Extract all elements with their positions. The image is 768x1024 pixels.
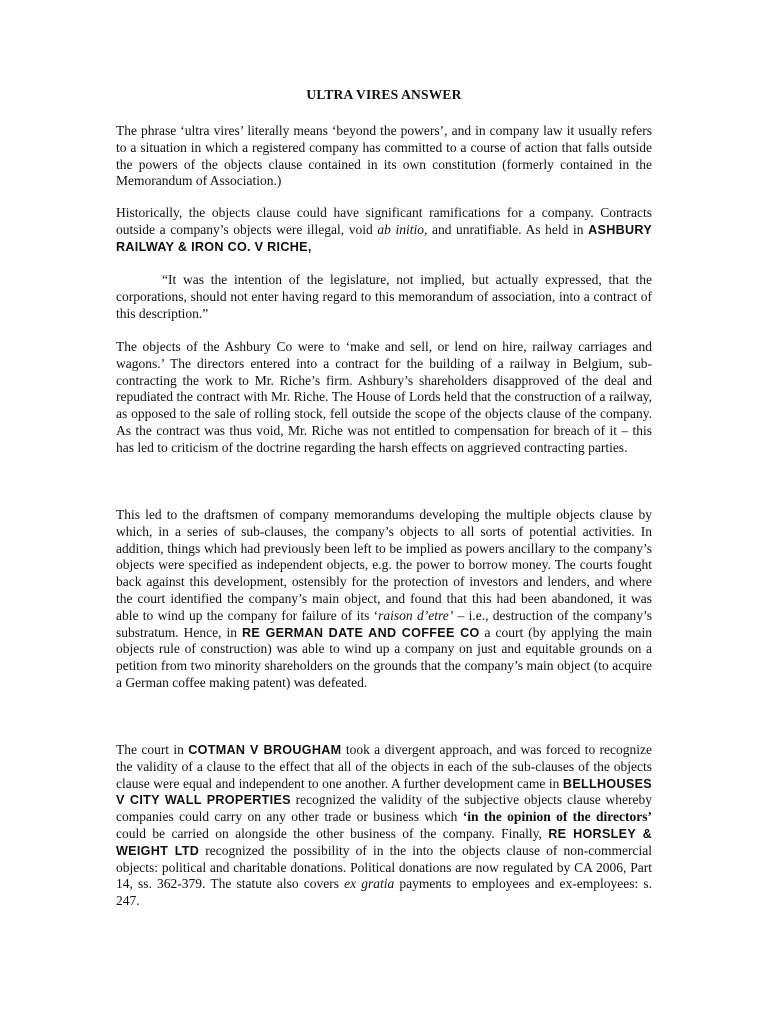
- text-run: This led to the draftsmen of company memorandums developing the multiple objects clause by which, in a series of sub-clauses, the company’s objects to all sorts of potential activities. In addition, things which had previously been left to be implied as powers ancillary to the company’s objects were specified as independent objects, e.g. the power to borrow money. The courts fought back against this development, ostensibly for the protection of investors and lenders, and where the court identified the company’s main object, and found that this had been abandoned, it was able to wind up the company for failure of its ‘: [116, 507, 652, 623]
- quotation: “It was the intention of the legislature, not implied, but actually expressed, that the corporations, should not enter having regard to this memorandum of association, into a contract of this description.”: [116, 272, 652, 321]
- paragraph-ashbury-facts: The objects of the Ashbury Co were to ‘make and sell, or lend on hire, railway carriages and wagons.’ The directors entered into a contract for the building of a railway in Belgium, sub-contracting the work to Mr. Riche’s firm. Ashbury’s shareholders disapproved of the deal and repudiated the contract with Mr. Riche. The House of Lords held that the construction of a railway, as opposed to the sale of rolling stock, fell outside the scope of the objects clause of the company. As the contract was thus void, Mr. Riche was not entitled to compensation for breach of it – this has led to criticism of the doctrine regarding the harsh effects on aggrieved contracting parties.: [116, 339, 652, 455]
- paragraph-intro: The phrase ‘ultra vires’ literally means ‘beyond the powers’, and in company law it usually refers to a situation in which a registered company has committed to a course of action that falls outside the powers of the objects clause contained in its own constitution (formerly contained in the Memorandum of Association.): [116, 123, 652, 189]
- bold-phrase: ‘in the opinion of the directors’: [462, 809, 652, 825]
- document-title: ULTRA VIRES ANSWER: [306, 87, 462, 102]
- case-name-ashbury: ASHBURY RAILWAY & IRON CO. V RICHE,: [116, 222, 653, 254]
- case-name-horsley: RE HORSLEY & WEIGHT LTD: [116, 826, 652, 858]
- text-run: a court (by applying the main objects rule of construction) was able to wind up a company on just and equitable grounds on a petition from two minority shareholders on the grounds that the company’s main object (to acquire a German coffee making patent) was defeated.: [116, 624, 652, 690]
- text-run: recognized the possibility of in the into the objects clause of non-commercial objects: political and charitable donations. Political donations are now regulated by CA 2006, Part 14, ss. 362-379. The statute also covers: [116, 842, 652, 892]
- case-name-bellhouses: BELLHOUSES V CITY WALL PROPERTIES: [116, 776, 652, 808]
- text-run: Historically, the objects clause could have significant ramifications for a company. Contracts outside a company’s objects were illegal, void: [116, 205, 652, 237]
- italic-phrase: ex gratia: [344, 876, 395, 892]
- text-run: recognized the validity of the subjective objects clause whereby companies could carry on any other trade or business which: [116, 792, 652, 825]
- text-run: payments to employees and ex-employees: s. 247.: [116, 876, 652, 909]
- case-name-cotman: COTMAN V BROUGHAM: [188, 743, 342, 757]
- paragraph-history: [116, 205, 652, 255]
- text-run: and unratifiable. As held in: [427, 221, 589, 237]
- paragraph-multiple-objects: [116, 507, 652, 692]
- case-name-german-date: RE GERMAN DATE AND COFFEE CO: [241, 625, 480, 640]
- italic-phrase: ab initio,: [377, 221, 428, 237]
- text-run: took a divergent approach, and was forced to recognize the validity of a clause to the effect that all of the objects in each of the sub-clauses of the objects clause were equal and independent to one another. A further development came in: [116, 742, 652, 791]
- text-run: The court in: [116, 742, 189, 757]
- text-run: – i.e., destruction of the company’s substratum. Hence, in: [116, 607, 652, 640]
- paragraph-cotman: [116, 742, 652, 910]
- italic-phrase: raison d’etre’: [378, 607, 454, 623]
- text-run: could be carried on alongside the other business of the company. Finally,: [116, 825, 549, 841]
